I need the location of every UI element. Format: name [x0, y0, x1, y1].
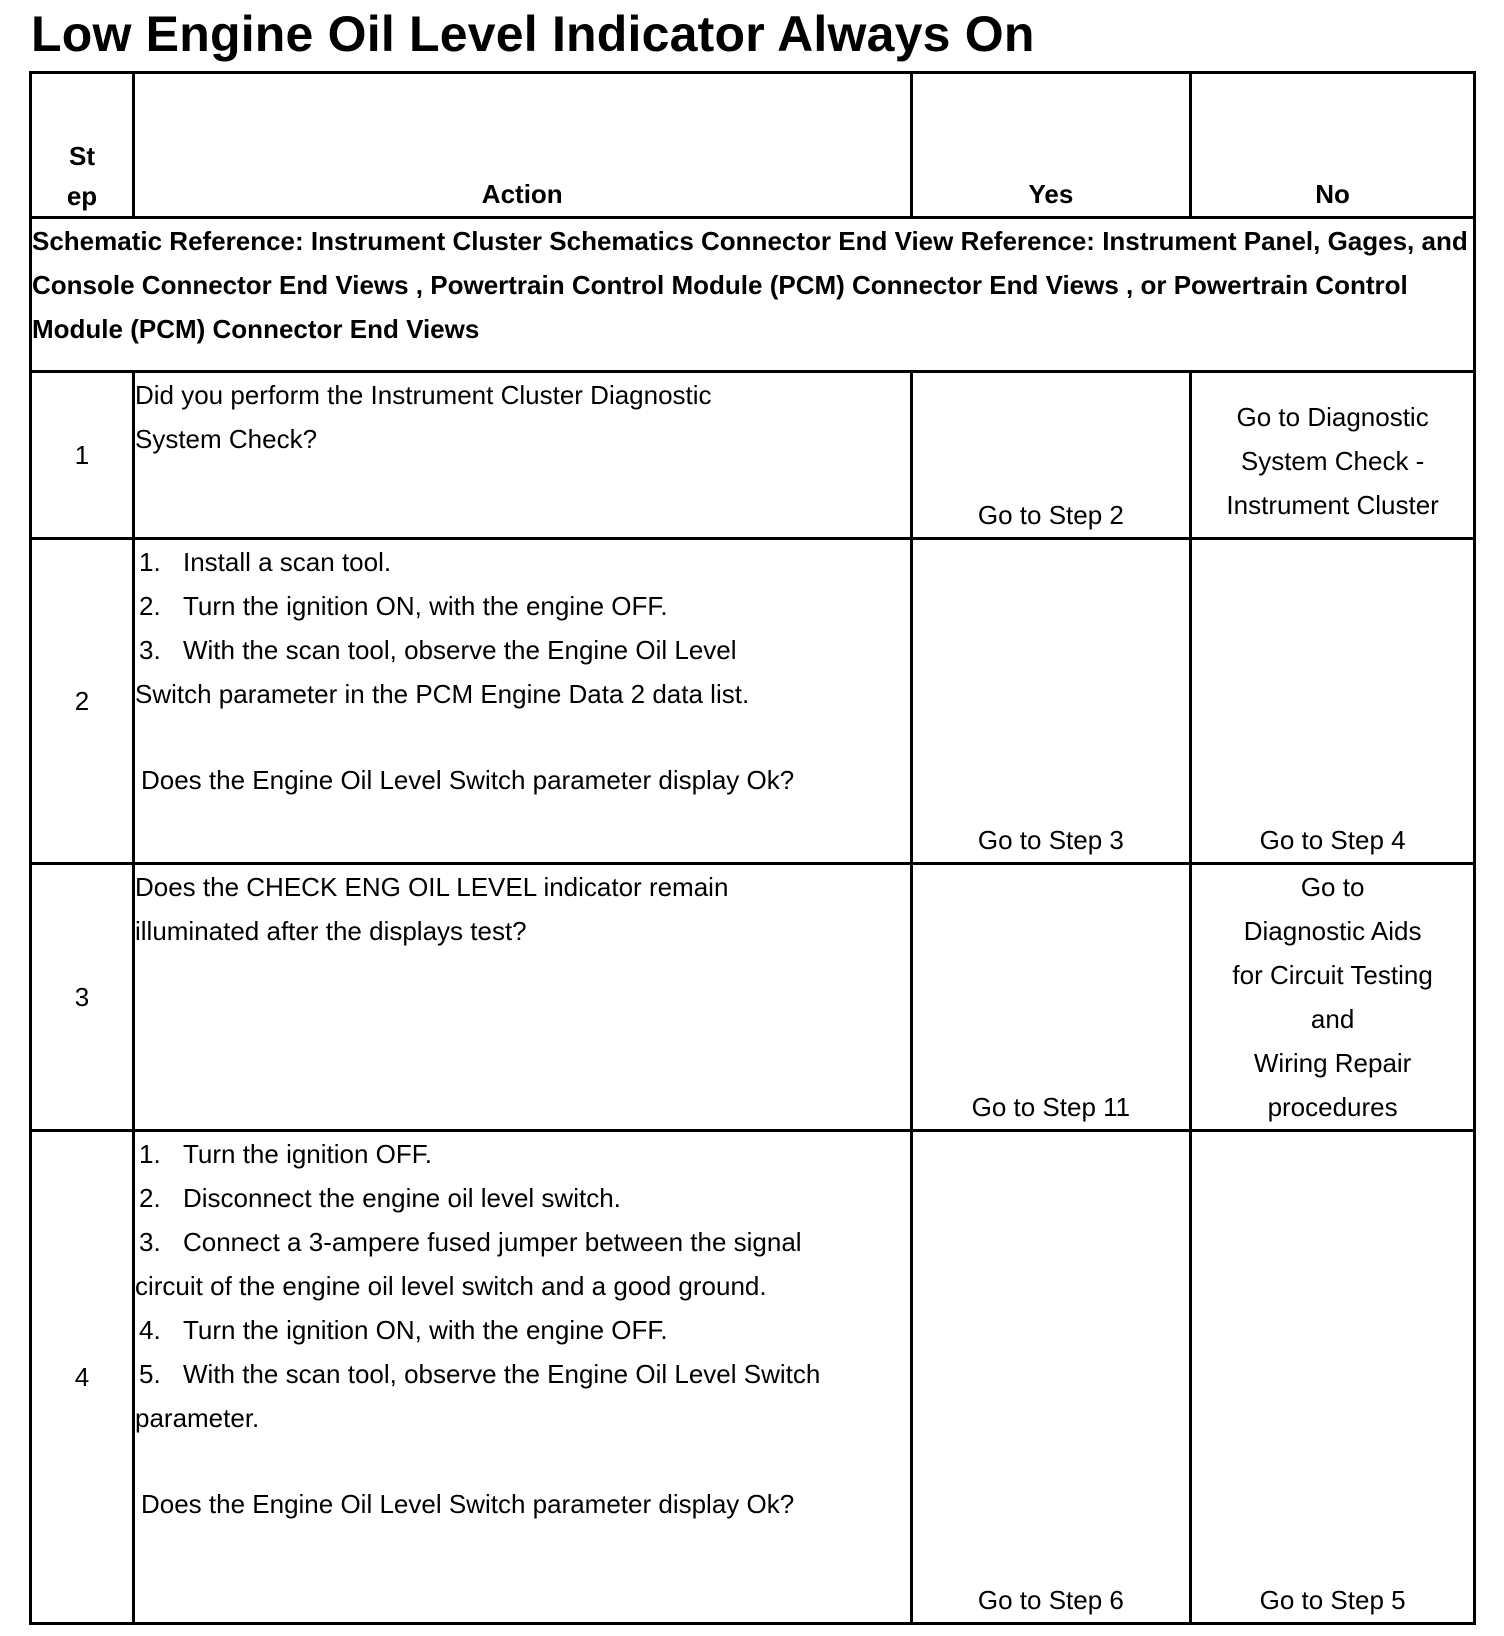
schematic-reference: Schematic Reference: Instrument Cluster Schematics Connector End View Reference: Instrument Panel, Gages, and Console Connector End Views , Powertrain Control Module (PCM) Connector End Views , or Powertrain Control Module (PCM) Connector End Views: [31, 218, 1475, 372]
list-item: [135, 1176, 910, 1220]
action-cell: [133, 372, 911, 539]
no-line: for Circuit Testing: [1232, 960, 1433, 990]
header-no: No: [1191, 73, 1475, 218]
header-step-line1: St: [68, 141, 95, 171]
item-text: Turn the ignition ON, with the engine OFF.: [182, 1315, 668, 1345]
action-cell: [133, 539, 911, 864]
list-item: [135, 1132, 910, 1176]
table-row: [31, 539, 1475, 864]
table-row: [31, 372, 1475, 539]
yes-cell: Go to Step 11: [911, 864, 1191, 1131]
no-cell: Go to Step 5: [1191, 1131, 1475, 1624]
page-title: Low Engine Oil Level Indicator Always On: [31, 6, 1035, 62]
list-item: [135, 1220, 910, 1308]
action-text: Does the CHECK ENG OIL LEVEL indicator remain illuminated after the displays test?: [134, 872, 729, 946]
item-number: 2.: [138, 591, 161, 621]
yes-cell: Go to Step 3: [911, 539, 1191, 864]
item-text: Connect a 3-ampere fused jumper between the signal circuit of the engine oil level switch and a good ground.: [134, 1227, 802, 1301]
step-number: 1: [31, 372, 134, 539]
reference-row: [31, 218, 1475, 372]
no-line: procedures: [1267, 1092, 1398, 1122]
no-line: Wiring Repair: [1253, 1048, 1412, 1078]
item-number: 3.: [138, 1227, 161, 1257]
no-line: Diagnostic Aids: [1243, 916, 1422, 946]
diagnostic-table: [29, 71, 1476, 1625]
item-text: With the scan tool, observe the Engine Oil Level Switch parameter.: [134, 1359, 821, 1433]
item-number: 4.: [138, 1315, 161, 1345]
item-text: With the scan tool, observe the Engine Oil Level Switch parameter in the PCM Engine Data 2 data list.: [134, 635, 750, 709]
list-item: [135, 1308, 910, 1352]
item-text: Install a scan tool.: [182, 547, 392, 577]
table-row: [31, 1131, 1475, 1624]
action-cell: [133, 1131, 911, 1624]
list-item: [135, 540, 910, 584]
action-cell: [133, 864, 911, 1131]
item-text: Turn the ignition OFF.: [182, 1139, 433, 1169]
item-text: Turn the ignition ON, with the engine OFF.: [182, 591, 668, 621]
no-line: and: [1310, 1004, 1355, 1034]
header-yes: Yes: [911, 73, 1191, 218]
action-steps-list: [135, 1132, 910, 1440]
item-number: 3.: [138, 635, 161, 665]
header-action: Action: [133, 73, 911, 218]
question-text: Does the Engine Oil Level Switch parameter display Ok?: [140, 1489, 795, 1519]
step-number: 4: [31, 1131, 134, 1624]
table-row: [31, 864, 1475, 1131]
header-step: [31, 73, 134, 218]
no-line: Go to: [1300, 872, 1365, 902]
question-text: Does the Engine Oil Level Switch parameter display Ok?: [140, 765, 795, 795]
list-item: [135, 584, 910, 628]
item-number: 5.: [138, 1359, 161, 1389]
step-number: 2: [31, 539, 134, 864]
item-number: 2.: [138, 1183, 161, 1213]
table-header-row: [31, 73, 1475, 218]
item-number: 1.: [138, 547, 161, 577]
step-number: 3: [31, 864, 134, 1131]
no-cell: Go to Step 4: [1191, 539, 1475, 864]
yes-cell: Go to Step 2: [911, 372, 1191, 539]
yes-cell: Go to Step 6: [911, 1131, 1191, 1624]
list-item: [135, 1352, 910, 1440]
action-steps-list: [135, 540, 910, 716]
header-step-line2: ep: [66, 181, 98, 211]
no-cell: [1191, 864, 1475, 1131]
action-text: Did you perform the Instrument Cluster Diagnostic System Check?: [134, 380, 712, 454]
no-cell: Go to Diagnostic System Check - Instrument Cluster: [1191, 372, 1475, 539]
item-text: Disconnect the engine oil level switch.: [182, 1183, 621, 1213]
list-item: [135, 628, 910, 716]
item-number: 1.: [138, 1139, 161, 1169]
